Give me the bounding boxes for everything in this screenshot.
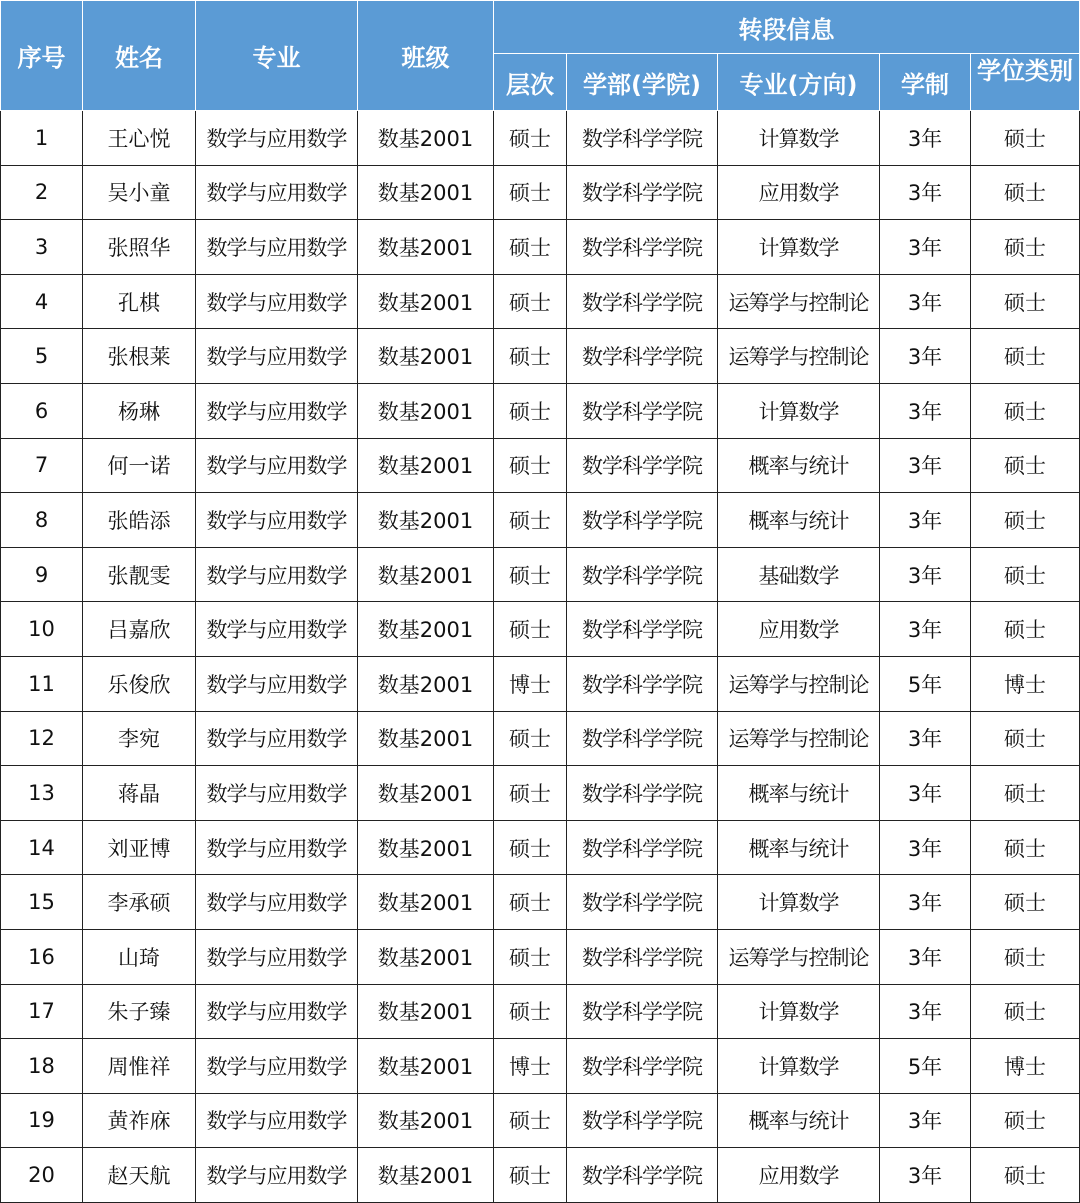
cell-seq: 20 bbox=[1, 1148, 83, 1203]
table-row bbox=[1, 984, 1080, 1039]
cell-major: 数学与应用数学 bbox=[196, 1148, 358, 1203]
cell-degree-type: 硕士 bbox=[971, 383, 1080, 438]
cell-seq: 9 bbox=[1, 547, 83, 602]
cell-major: 数学与应用数学 bbox=[196, 383, 358, 438]
cell-name: 刘亚博 bbox=[83, 820, 196, 875]
cell-dept: 数学科学学院 bbox=[567, 165, 718, 220]
cell-name: 朱子臻 bbox=[83, 984, 196, 1039]
cell-dept: 数学科学学院 bbox=[567, 766, 718, 821]
cell-major-direction: 概率与统计 bbox=[718, 438, 880, 493]
cell-class: 数基2001 bbox=[358, 875, 494, 930]
cell-name: 何一诺 bbox=[83, 438, 196, 493]
cell-seq: 7 bbox=[1, 438, 83, 493]
cell-major: 数学与应用数学 bbox=[196, 111, 358, 166]
header-name: 姓名 bbox=[83, 1, 196, 111]
cell-level: 硕士 bbox=[494, 984, 567, 1039]
table-row bbox=[1, 274, 1080, 329]
cell-duration: 3年 bbox=[880, 220, 971, 275]
table-body bbox=[1, 111, 1080, 1203]
cell-class: 数基2001 bbox=[358, 929, 494, 984]
cell-dept: 数学科学学院 bbox=[567, 220, 718, 275]
cell-duration: 3年 bbox=[880, 438, 971, 493]
cell-dept: 数学科学学院 bbox=[567, 656, 718, 711]
table-row bbox=[1, 1039, 1080, 1094]
header-level: 层次 bbox=[494, 54, 567, 111]
cell-class: 数基2001 bbox=[358, 984, 494, 1039]
cell-degree-type: 硕士 bbox=[971, 929, 1080, 984]
cell-degree-type: 硕士 bbox=[971, 711, 1080, 766]
cell-name: 吴小童 bbox=[83, 165, 196, 220]
cell-level: 博士 bbox=[494, 1039, 567, 1094]
cell-name: 杨琳 bbox=[83, 383, 196, 438]
header-class: 班级 bbox=[358, 1, 494, 111]
table-row bbox=[1, 547, 1080, 602]
cell-name: 孔棋 bbox=[83, 274, 196, 329]
cell-dept: 数学科学学院 bbox=[567, 493, 718, 548]
cell-duration: 3年 bbox=[880, 820, 971, 875]
cell-seq: 1 bbox=[1, 111, 83, 166]
cell-seq: 2 bbox=[1, 165, 83, 220]
cell-level: 硕士 bbox=[494, 711, 567, 766]
cell-major-direction: 计算数学 bbox=[718, 1039, 880, 1094]
cell-duration: 5年 bbox=[880, 1039, 971, 1094]
cell-class: 数基2001 bbox=[358, 1093, 494, 1148]
cell-degree-type: 硕士 bbox=[971, 220, 1080, 275]
cell-name: 周惟祥 bbox=[83, 1039, 196, 1094]
cell-class: 数基2001 bbox=[358, 438, 494, 493]
cell-duration: 3年 bbox=[880, 547, 971, 602]
cell-seq: 11 bbox=[1, 656, 83, 711]
cell-degree-type: 硕士 bbox=[971, 602, 1080, 657]
header-degree-type: 学位类别 bbox=[971, 54, 1080, 111]
cell-class: 数基2001 bbox=[358, 1039, 494, 1094]
cell-major: 数学与应用数学 bbox=[196, 711, 358, 766]
cell-dept: 数学科学学院 bbox=[567, 274, 718, 329]
cell-major-direction: 运筹学与控制论 bbox=[718, 274, 880, 329]
cell-class: 数基2001 bbox=[358, 274, 494, 329]
table-row bbox=[1, 438, 1080, 493]
cell-dept: 数学科学学院 bbox=[567, 438, 718, 493]
cell-major-direction: 计算数学 bbox=[718, 220, 880, 275]
cell-name: 张照华 bbox=[83, 220, 196, 275]
cell-seq: 17 bbox=[1, 984, 83, 1039]
cell-level: 硕士 bbox=[494, 929, 567, 984]
cell-duration: 3年 bbox=[880, 875, 971, 930]
cell-class: 数基2001 bbox=[358, 220, 494, 275]
cell-class: 数基2001 bbox=[358, 820, 494, 875]
cell-dept: 数学科学学院 bbox=[567, 111, 718, 166]
cell-duration: 3年 bbox=[880, 165, 971, 220]
cell-major: 数学与应用数学 bbox=[196, 656, 358, 711]
cell-major-direction: 运筹学与控制论 bbox=[718, 656, 880, 711]
cell-dept: 数学科学学院 bbox=[567, 875, 718, 930]
cell-level: 硕士 bbox=[494, 1148, 567, 1203]
cell-degree-type: 硕士 bbox=[971, 274, 1080, 329]
table-row bbox=[1, 329, 1080, 384]
cell-major-direction: 应用数学 bbox=[718, 165, 880, 220]
cell-major-direction: 运筹学与控制论 bbox=[718, 711, 880, 766]
cell-level: 硕士 bbox=[494, 875, 567, 930]
cell-seq: 16 bbox=[1, 929, 83, 984]
table-row bbox=[1, 820, 1080, 875]
cell-degree-type: 硕士 bbox=[971, 438, 1080, 493]
cell-major: 数学与应用数学 bbox=[196, 1093, 358, 1148]
cell-class: 数基2001 bbox=[358, 329, 494, 384]
table-row bbox=[1, 220, 1080, 275]
cell-level: 硕士 bbox=[494, 165, 567, 220]
cell-name: 乐俊欣 bbox=[83, 656, 196, 711]
cell-seq: 4 bbox=[1, 274, 83, 329]
cell-seq: 14 bbox=[1, 820, 83, 875]
table-row bbox=[1, 602, 1080, 657]
cell-level: 硕士 bbox=[494, 493, 567, 548]
cell-major-direction: 概率与统计 bbox=[718, 1093, 880, 1148]
cell-dept: 数学科学学院 bbox=[567, 1148, 718, 1203]
table-row bbox=[1, 165, 1080, 220]
cell-dept: 数学科学学院 bbox=[567, 547, 718, 602]
cell-major-direction: 概率与统计 bbox=[718, 493, 880, 548]
cell-level: 硕士 bbox=[494, 220, 567, 275]
cell-dept: 数学科学学院 bbox=[567, 1039, 718, 1094]
cell-level: 硕士 bbox=[494, 766, 567, 821]
cell-name: 黄祚庥 bbox=[83, 1093, 196, 1148]
cell-seq: 15 bbox=[1, 875, 83, 930]
cell-degree-type: 博士 bbox=[971, 656, 1080, 711]
cell-duration: 3年 bbox=[880, 984, 971, 1039]
cell-major: 数学与应用数学 bbox=[196, 929, 358, 984]
cell-degree-type: 硕士 bbox=[971, 875, 1080, 930]
cell-dept: 数学科学学院 bbox=[567, 602, 718, 657]
table-row bbox=[1, 929, 1080, 984]
cell-level: 硕士 bbox=[494, 438, 567, 493]
cell-name: 张根莱 bbox=[83, 329, 196, 384]
cell-name: 山琦 bbox=[83, 929, 196, 984]
cell-name: 张靓雯 bbox=[83, 547, 196, 602]
cell-duration: 3年 bbox=[880, 929, 971, 984]
cell-seq: 6 bbox=[1, 383, 83, 438]
cell-major-direction: 概率与统计 bbox=[718, 820, 880, 875]
cell-major: 数学与应用数学 bbox=[196, 493, 358, 548]
cell-class: 数基2001 bbox=[358, 111, 494, 166]
cell-seq: 10 bbox=[1, 602, 83, 657]
cell-class: 数基2001 bbox=[358, 493, 494, 548]
cell-degree-type: 硕士 bbox=[971, 493, 1080, 548]
cell-dept: 数学科学学院 bbox=[567, 820, 718, 875]
cell-major: 数学与应用数学 bbox=[196, 766, 358, 821]
cell-dept: 数学科学学院 bbox=[567, 329, 718, 384]
cell-major: 数学与应用数学 bbox=[196, 984, 358, 1039]
table-row bbox=[1, 875, 1080, 930]
header-dept: 学部(学院) bbox=[567, 54, 718, 111]
cell-degree-type: 硕士 bbox=[971, 329, 1080, 384]
cell-level: 硕士 bbox=[494, 602, 567, 657]
table-row bbox=[1, 383, 1080, 438]
cell-seq: 19 bbox=[1, 1093, 83, 1148]
cell-name: 蒋晶 bbox=[83, 766, 196, 821]
cell-degree-type: 硕士 bbox=[971, 984, 1080, 1039]
cell-seq: 13 bbox=[1, 766, 83, 821]
table-row bbox=[1, 656, 1080, 711]
cell-class: 数基2001 bbox=[358, 165, 494, 220]
cell-class: 数基2001 bbox=[358, 1148, 494, 1203]
header-duration: 学制 bbox=[880, 54, 971, 111]
cell-degree-type: 硕士 bbox=[971, 165, 1080, 220]
cell-level: 硕士 bbox=[494, 547, 567, 602]
cell-major-direction: 应用数学 bbox=[718, 1148, 880, 1203]
cell-degree-type: 硕士 bbox=[971, 547, 1080, 602]
cell-degree-type: 博士 bbox=[971, 1039, 1080, 1094]
cell-major-direction: 计算数学 bbox=[718, 875, 880, 930]
cell-dept: 数学科学学院 bbox=[567, 929, 718, 984]
cell-class: 数基2001 bbox=[358, 547, 494, 602]
header-seq: 序号 bbox=[1, 1, 83, 111]
cell-duration: 3年 bbox=[880, 493, 971, 548]
cell-major: 数学与应用数学 bbox=[196, 220, 358, 275]
cell-level: 硕士 bbox=[494, 820, 567, 875]
cell-degree-type: 硕士 bbox=[971, 766, 1080, 821]
cell-major: 数学与应用数学 bbox=[196, 274, 358, 329]
cell-level: 硕士 bbox=[494, 383, 567, 438]
cell-duration: 3年 bbox=[880, 1093, 971, 1148]
cell-major-direction: 运筹学与控制论 bbox=[718, 329, 880, 384]
cell-seq: 8 bbox=[1, 493, 83, 548]
cell-duration: 5年 bbox=[880, 656, 971, 711]
header-major: 专业 bbox=[196, 1, 358, 111]
cell-seq: 5 bbox=[1, 329, 83, 384]
cell-class: 数基2001 bbox=[358, 383, 494, 438]
cell-dept: 数学科学学院 bbox=[567, 1093, 718, 1148]
cell-name: 赵天航 bbox=[83, 1148, 196, 1203]
cell-degree-type: 硕士 bbox=[971, 820, 1080, 875]
header-transfer-group: 转段信息 bbox=[494, 1, 1080, 54]
table-row bbox=[1, 493, 1080, 548]
table-row bbox=[1, 111, 1080, 166]
cell-degree-type: 硕士 bbox=[971, 111, 1080, 166]
cell-major: 数学与应用数学 bbox=[196, 329, 358, 384]
cell-duration: 3年 bbox=[880, 602, 971, 657]
cell-duration: 3年 bbox=[880, 711, 971, 766]
cell-major: 数学与应用数学 bbox=[196, 602, 358, 657]
cell-dept: 数学科学学院 bbox=[567, 383, 718, 438]
cell-level: 博士 bbox=[494, 656, 567, 711]
cell-level: 硕士 bbox=[494, 1093, 567, 1148]
cell-name: 李宛 bbox=[83, 711, 196, 766]
cell-major: 数学与应用数学 bbox=[196, 165, 358, 220]
cell-major-direction: 概率与统计 bbox=[718, 766, 880, 821]
header-major-direction: 专业(方向) bbox=[718, 54, 880, 111]
cell-seq: 18 bbox=[1, 1039, 83, 1094]
cell-duration: 3年 bbox=[880, 766, 971, 821]
cell-major: 数学与应用数学 bbox=[196, 547, 358, 602]
cell-major: 数学与应用数学 bbox=[196, 1039, 358, 1094]
cell-major-direction: 应用数学 bbox=[718, 602, 880, 657]
cell-major-direction: 计算数学 bbox=[718, 383, 880, 438]
cell-level: 硕士 bbox=[494, 111, 567, 166]
cell-duration: 3年 bbox=[880, 1148, 971, 1203]
cell-class: 数基2001 bbox=[358, 656, 494, 711]
cell-class: 数基2001 bbox=[358, 766, 494, 821]
cell-class: 数基2001 bbox=[358, 711, 494, 766]
cell-duration: 3年 bbox=[880, 274, 971, 329]
cell-duration: 3年 bbox=[880, 111, 971, 166]
table-row bbox=[1, 766, 1080, 821]
cell-degree-type: 硕士 bbox=[971, 1093, 1080, 1148]
table-header bbox=[1, 1, 1080, 111]
cell-level: 硕士 bbox=[494, 329, 567, 384]
cell-name: 李承硕 bbox=[83, 875, 196, 930]
cell-class: 数基2001 bbox=[358, 602, 494, 657]
cell-level: 硕士 bbox=[494, 274, 567, 329]
cell-duration: 3年 bbox=[880, 329, 971, 384]
cell-duration: 3年 bbox=[880, 383, 971, 438]
cell-seq: 12 bbox=[1, 711, 83, 766]
cell-major: 数学与应用数学 bbox=[196, 820, 358, 875]
cell-major-direction: 运筹学与控制论 bbox=[718, 929, 880, 984]
table-row bbox=[1, 1093, 1080, 1148]
table-row bbox=[1, 711, 1080, 766]
cell-major: 数学与应用数学 bbox=[196, 438, 358, 493]
cell-dept: 数学科学学院 bbox=[567, 711, 718, 766]
cell-major-direction: 计算数学 bbox=[718, 111, 880, 166]
cell-name: 吕嘉欣 bbox=[83, 602, 196, 657]
cell-major: 数学与应用数学 bbox=[196, 875, 358, 930]
cell-name: 王心悦 bbox=[83, 111, 196, 166]
cell-major-direction: 基础数学 bbox=[718, 547, 880, 602]
cell-seq: 3 bbox=[1, 220, 83, 275]
table-row bbox=[1, 1148, 1080, 1203]
cell-major-direction: 计算数学 bbox=[718, 984, 880, 1039]
cell-dept: 数学科学学院 bbox=[567, 984, 718, 1039]
cell-degree-type: 硕士 bbox=[971, 1148, 1080, 1203]
cell-name: 张皓添 bbox=[83, 493, 196, 548]
